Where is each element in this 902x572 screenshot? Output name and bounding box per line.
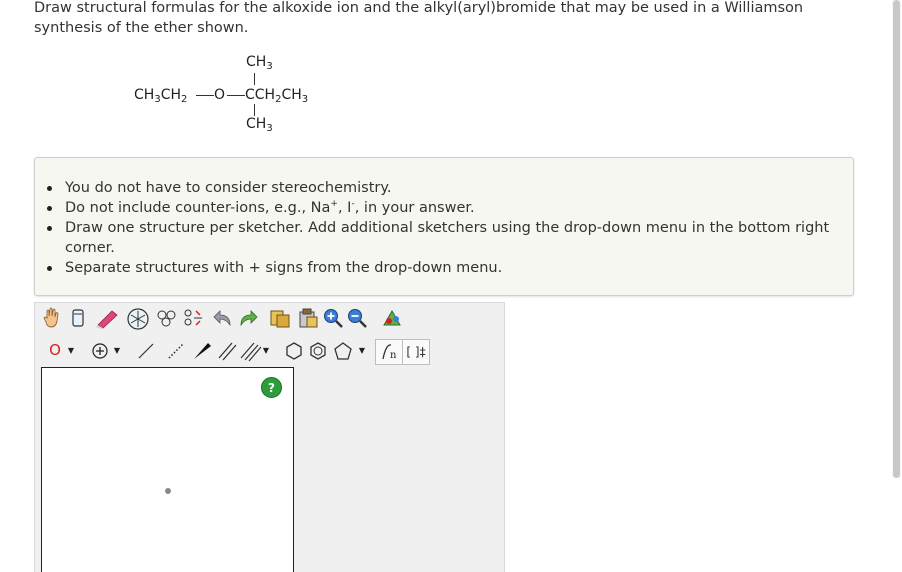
wedge-bond-icon[interactable] (189, 338, 215, 364)
chevron-down-icon[interactable]: ▼ (262, 345, 270, 355)
instruction-item: Do not include counter-ions, e.g., Na+, I-, in your answer. (65, 198, 835, 218)
help-button[interactable]: ? (261, 377, 282, 398)
paste-icon[interactable] (296, 306, 320, 330)
cyclopentane-icon[interactable] (331, 340, 355, 362)
instructions-panel (34, 157, 854, 296)
sgroup-icon[interactable] (375, 339, 403, 365)
clean-icon[interactable] (379, 306, 405, 330)
question-text: Draw structural formulas for the alkoxide ion and the alkyl(aryl)bromide that may be used in a Williamson synthesis of the ether shown. (34, 0, 804, 36)
top-methyl-label: $CH_3$ (246, 54, 273, 72)
ethyl-left-label: $CH_3CH_2$ (134, 87, 188, 105)
brackets-icon[interactable]: [ ]‡ (402, 339, 430, 365)
top-methyl (246, 54, 273, 70)
bond-right (227, 95, 245, 96)
ether-oxygen: O (214, 87, 226, 103)
instruction-item: You do not have to consider stereochemistry. (65, 178, 835, 198)
ether-structure (0, 0, 400, 150)
instructions-list (65, 178, 835, 278)
atom-selector[interactable]: O (49, 341, 61, 359)
chevron-down-icon[interactable]: ▼ (113, 345, 121, 355)
instruction-item: Draw one structure per sketcher. Add additional sketchers using the drop-down menu in the bottom right corner. (65, 218, 835, 258)
quaternary-chain (245, 87, 308, 103)
eraser-icon[interactable] (93, 306, 121, 330)
dashed-bond-icon[interactable] (163, 338, 189, 364)
charge-plus-icon[interactable] (90, 341, 110, 361)
page-scrollbar[interactable] (892, 0, 901, 478)
instruction-item: Separate structures with + signs from the drop-down menu. (65, 258, 835, 278)
cyclohexane-icon[interactable] (282, 340, 306, 362)
chevron-down-icon[interactable]: ▼ (358, 345, 366, 355)
triple-bond-icon[interactable] (237, 338, 263, 364)
single-bond-icon[interactable] (133, 338, 159, 364)
zoom-in-icon[interactable] (322, 306, 344, 330)
canvas-center-dot (165, 488, 171, 494)
copy-icon[interactable] (268, 306, 292, 330)
bond-top (254, 73, 255, 85)
redo-icon[interactable] (236, 308, 260, 330)
lasso-icon[interactable] (67, 306, 89, 330)
bottom-methyl-label: $CH_3$ (246, 116, 273, 134)
ethyl-left (134, 87, 187, 103)
benzene-icon[interactable] (306, 340, 330, 362)
zoom-out-icon[interactable] (346, 306, 368, 330)
bond-left (196, 95, 214, 96)
hand-icon[interactable] (42, 306, 64, 330)
svg-text:n: n (390, 350, 397, 361)
bottom-methyl (246, 116, 273, 132)
chevron-down-icon[interactable]: ▼ (67, 345, 75, 355)
chain-icon[interactable] (155, 306, 179, 330)
reaction-icon[interactable] (181, 306, 205, 330)
quaternary-chain-label: $CCH_2CH_3$ (245, 87, 309, 105)
undo-icon[interactable] (211, 308, 235, 330)
scrollbar-thumb[interactable] (893, 0, 900, 478)
bond-bottom (254, 104, 255, 116)
drawing-canvas[interactable] (41, 367, 294, 572)
ring-template-icon[interactable] (125, 306, 151, 332)
